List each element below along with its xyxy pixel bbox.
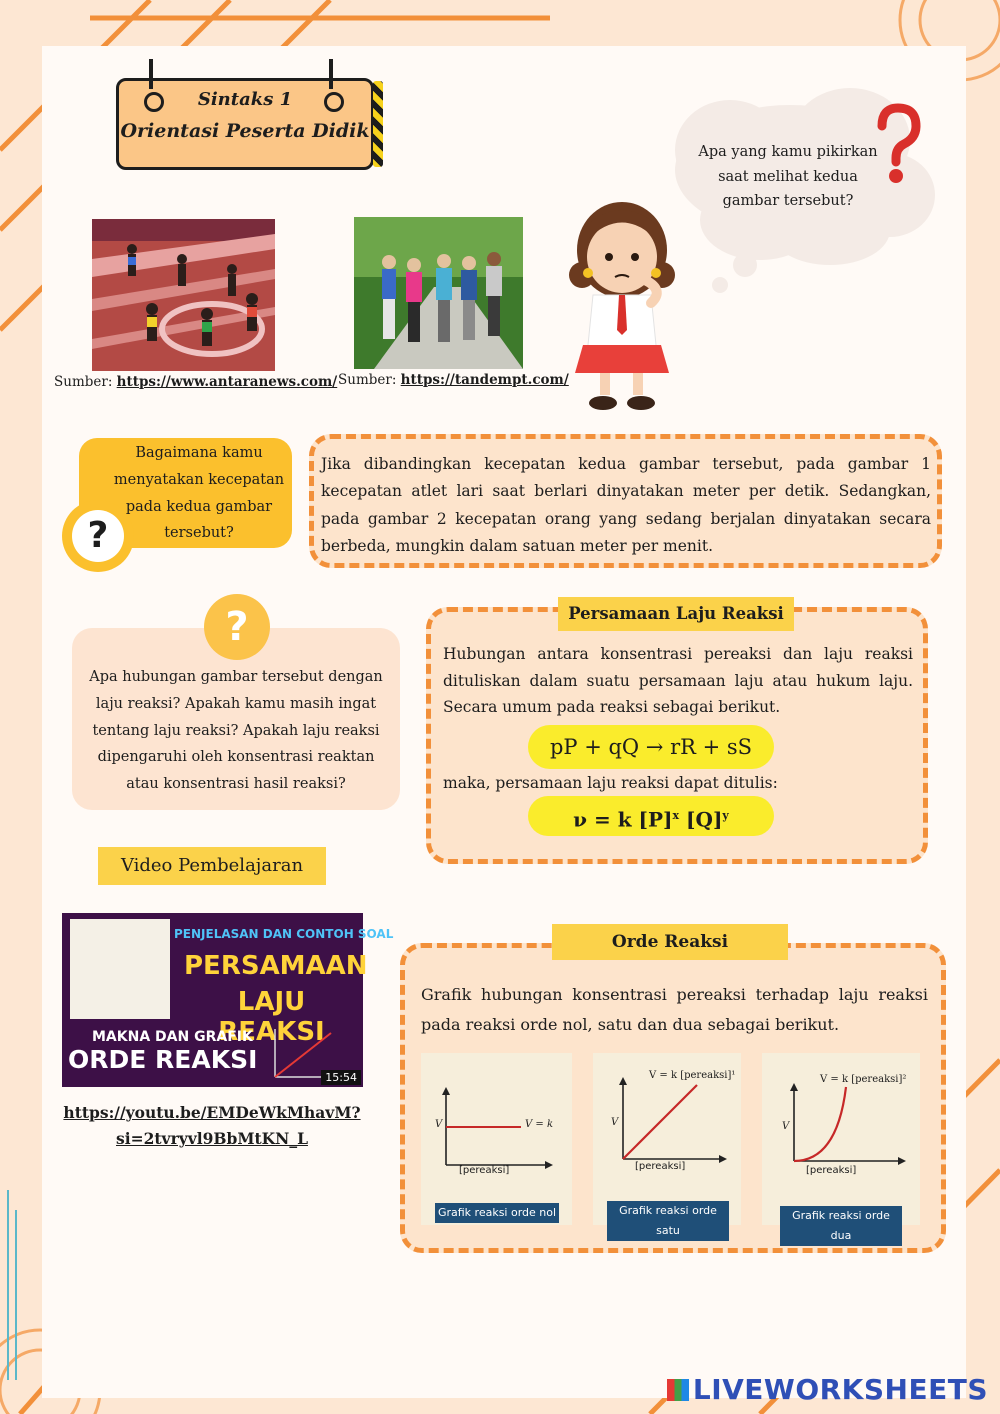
page-title: Orientasi Peserta Didik xyxy=(120,120,370,142)
rate-law-title: Persamaan Laju Reaksi xyxy=(558,597,794,631)
exponent-x: x xyxy=(672,809,680,822)
question-mark-icon: ? xyxy=(204,594,270,660)
video-section-title: Video Pembelajaran xyxy=(98,847,326,885)
y-axis-label: V xyxy=(782,1121,790,1132)
equation-base: ν = k [P] xyxy=(573,807,673,832)
thumb-slide-panel xyxy=(70,919,170,1019)
video-link-line2[interactable]: si=2tvryvl9BbMtKN_L xyxy=(116,1129,308,1149)
rate-law-middle: maka, persamaan laju reaksi dapat ditulis: xyxy=(443,774,778,792)
caption-prefix: Sumber: xyxy=(338,372,401,388)
photo2-caption xyxy=(338,372,569,388)
thumb-sub-line2: ORDE REAKSI xyxy=(68,1045,258,1074)
y-axis-label: V xyxy=(435,1119,443,1130)
caption-prefix: Sumber: xyxy=(54,374,117,390)
thumb-main-line2: LAJU REAKSI xyxy=(218,987,325,1047)
line-label: V = k [pereaksi]¹ xyxy=(649,1070,736,1081)
section-sign xyxy=(116,78,374,170)
rate-law-intro: Hubungan antara konsentrasi pereaksi dan laju reaksi dituliskan dalam suatu persamaan laju atau hukum laju. Secara umum pada reaksi sebagai berikut. xyxy=(443,645,913,717)
video-thumbnail[interactable] xyxy=(62,913,394,1087)
syntax-label: Sintaks 1 xyxy=(197,89,293,110)
x-axis-label: [pereaksi] xyxy=(806,1165,857,1176)
line-label: V = k [pereaksi]² xyxy=(820,1074,907,1085)
graph-orde-dua xyxy=(762,1053,920,1242)
video-link[interactable] xyxy=(62,1100,362,1153)
thinking-girl-illustration xyxy=(565,195,680,415)
x-axis-label: [pereaksi] xyxy=(635,1161,686,1172)
thumb-sub-line1: MAKNA DAN GRAFIK xyxy=(92,1029,253,1045)
graph-orde-nol-label: Grafik reaksi orde nol xyxy=(435,1203,559,1223)
logo-text: LIVEWORKSHEETS xyxy=(692,1373,988,1406)
video-duration: 15:54 xyxy=(321,1070,361,1085)
photo1-caption xyxy=(54,374,337,390)
thumb-main-line1: PERSAMAAN xyxy=(184,951,368,981)
walkers-photo xyxy=(354,217,523,369)
thought-question: Apa yang kamu pikirkan saat melihat kedua gambar tersebut? xyxy=(698,144,878,210)
answer1-text: Jika dibandingkan kecepatan kedua gambar tersebut, pada gambar 1 kecepatan atlet lari saat berlari dinyatakan meter per detik. Sedangkan, pada gambar 2 kecepatan orang yang sedang berjalan dinyatakan secara berbeda, mungkin dalam satuan meter per menit. xyxy=(321,455,931,556)
thumb-top-text: PENJELASAN DAN CONTOH SOAL xyxy=(174,927,394,941)
pin-icon xyxy=(144,92,164,112)
runners-photo xyxy=(92,219,275,371)
graph-orde-nol xyxy=(421,1053,572,1225)
y-axis-label: V xyxy=(611,1117,619,1128)
video-link-line1[interactable]: https://youtu.be/EMDeWkMhavM? xyxy=(63,1103,361,1122)
graph-orde-satu xyxy=(593,1053,741,1237)
hazard-stripe xyxy=(373,81,383,167)
exponent-y: y xyxy=(722,809,729,822)
liveworksheets-logo xyxy=(667,1373,988,1406)
question1-text: Bagaimana kamu menyatakan kecepatan pada kedua gambar tersebut? xyxy=(113,445,285,542)
x-axis-label: [pereaksi] xyxy=(459,1165,510,1176)
graph-orde-satu-label: Grafik reaksi orde satu xyxy=(607,1201,729,1241)
equation-mid: [Q] xyxy=(679,807,723,832)
question-mark-icon: ? xyxy=(72,510,124,562)
orde-text: Grafik hubungan konsentrasi pereaksi terhadap laju reaksi pada reaksi orde nol, satu dan dua sebagai berikut. xyxy=(421,985,928,1034)
rate-law-equation xyxy=(528,796,774,836)
source-link-antaranews[interactable]: https://www.antaranews.com/ xyxy=(116,374,338,390)
graph-orde-dua-label: Grafik reaksi orde dua xyxy=(780,1206,902,1246)
source-link-tandempt[interactable]: https://tandempt.com/ xyxy=(400,372,569,388)
orde-title: Orde Reaksi xyxy=(552,924,788,960)
line-label: V = k xyxy=(525,1119,554,1130)
question2-text: Apa hubungan gambar tersebut dengan laju reaksi? Apakah kamu masih ingat tentang laju reaksi? Apakah laju reaksi dipengaruhi oleh konsentrasi reaktan atau konsentrasi hasil reaksi? xyxy=(89,669,383,793)
logo-grid-icon xyxy=(667,1379,689,1401)
pin-icon xyxy=(324,92,344,112)
reaction-equation: pP + qQ → rR + sS xyxy=(528,725,774,769)
